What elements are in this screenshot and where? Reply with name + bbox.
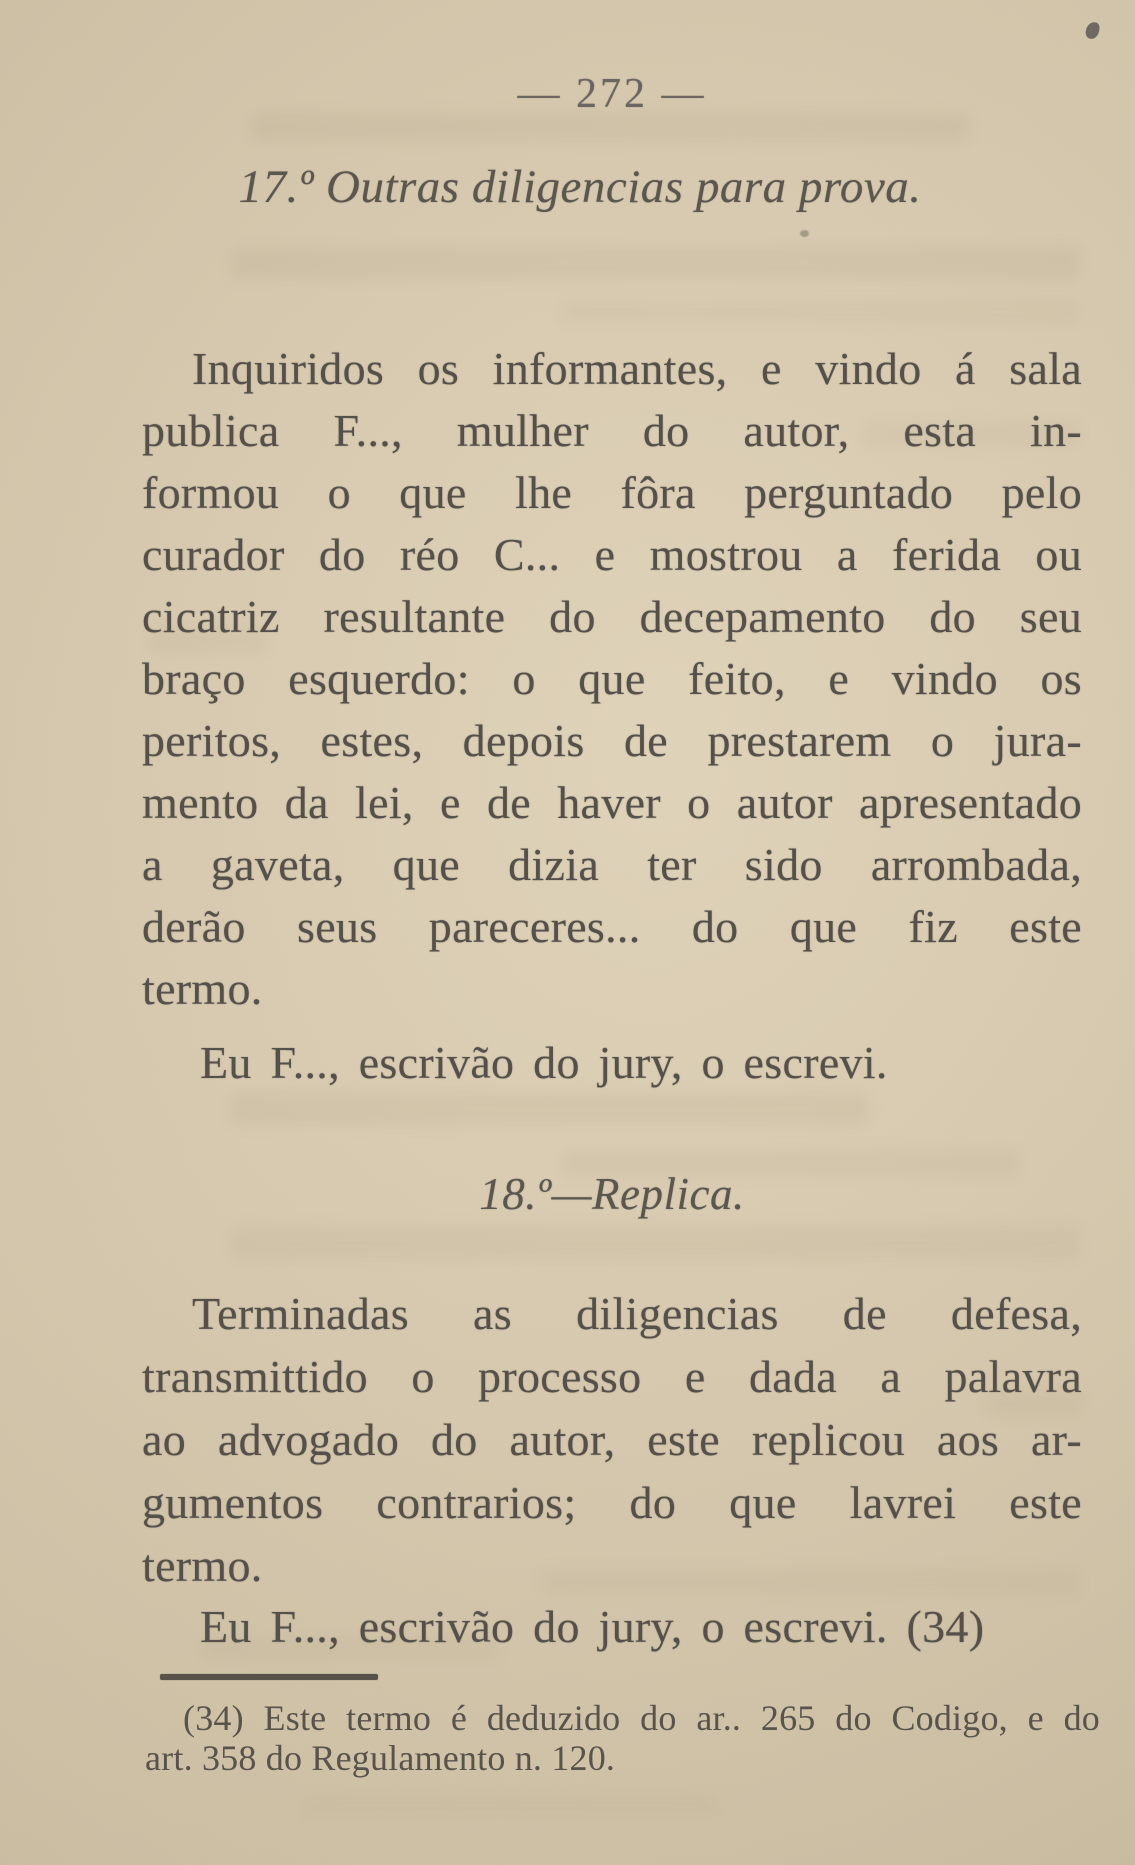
paragraph-1-line: Inquiridos os informantes, e vindo á sala xyxy=(192,343,1082,394)
paragraph-1 xyxy=(142,338,1082,1020)
footnote-line: (34) Este termo é deduzido do ar.. 265 do Codigo, e do xyxy=(183,1698,1100,1738)
signature-line-2: Eu F..., escrivão do jury, o escrevi. (34) xyxy=(200,1601,985,1652)
paragraph-2-line: transmittido o processo e dada a palavra xyxy=(142,1351,1082,1402)
paragraph-2-line: gumentos contrarios; do que lavrei este xyxy=(142,1477,1082,1528)
paragraph-2-line: ao advogado do autor, este replicou aos ar- xyxy=(142,1414,1082,1465)
paragraph-1-line: publica F..., mulher do autor, esta in- xyxy=(142,405,1082,456)
footnote xyxy=(145,1698,1100,1778)
section-heading-18: 18.º—Replica. xyxy=(479,1169,745,1219)
bleed-through-mark xyxy=(230,246,1080,280)
signature-line-1: Eu F..., escrivão do jury, o escrevi. xyxy=(200,1037,888,1088)
bleed-through-mark xyxy=(560,300,1080,324)
paragraph-1-line: derão seus pareceres... do que fiz este xyxy=(142,901,1082,952)
bleed-through-mark xyxy=(230,1092,870,1126)
paragraph-1-line: termo. xyxy=(142,963,263,1014)
bleed-through-mark xyxy=(300,1795,720,1817)
ink-dot xyxy=(800,230,809,237)
paragraph-1-line: cicatriz resultante do decepamento do seu xyxy=(142,591,1082,642)
footnote-line: art. 358 do Regulamento n. 120. xyxy=(145,1738,616,1778)
paragraph-1-line: mento da lei, e de haver o autor apresentado xyxy=(142,777,1082,828)
paragraph-2-line: termo. xyxy=(142,1540,263,1591)
paragraph-1-line: curador do réo C... e mostrou a ferida ou xyxy=(142,529,1082,580)
paragraph-2-line: Terminadas as diligencias de defesa, xyxy=(192,1288,1082,1339)
section-heading-17: 17.º Outras diligencias para prova. xyxy=(238,161,922,213)
paragraph-1-line: formou o que lhe fôra perguntado pelo xyxy=(142,467,1082,518)
paragraph-1-line: peritos, estes, depois de prestarem o jura- xyxy=(142,715,1082,766)
page-number: — 272 — xyxy=(517,71,707,117)
paragraph-2 xyxy=(142,1282,1082,1597)
bleed-through-mark xyxy=(230,1225,1080,1261)
paragraph-1-line: braço esquerdo: o que feito, e vindo os xyxy=(142,653,1082,704)
paragraph-1-line: a gaveta, que dizia ter sido arrombada, xyxy=(142,839,1082,890)
ink-speck xyxy=(1084,21,1100,40)
footnote-rule xyxy=(160,1674,378,1680)
